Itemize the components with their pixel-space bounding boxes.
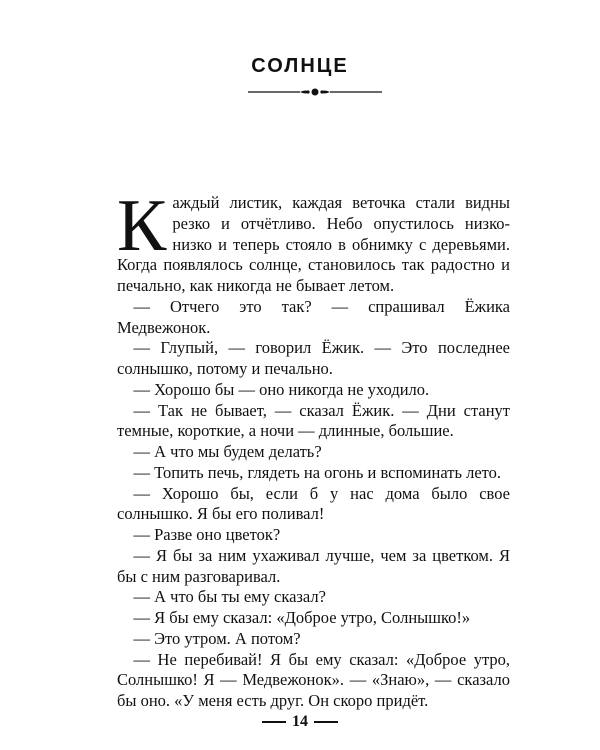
story-text <box>117 185 510 712</box>
paragraph: — Хорошо бы — оно никогда не уходило. <box>133 379 430 399</box>
paragraph: — Топить печь, глядеть на огонь и вспоминать лето. <box>133 462 502 482</box>
chapter-title: СОЛНЦЕ <box>251 55 349 77</box>
page-number <box>0 713 600 731</box>
page-number-value: 14 <box>292 713 308 730</box>
page-number-dash-right <box>314 721 338 723</box>
paragraph: — А что мы будем делать? <box>133 442 322 461</box>
drop-cap: К <box>117 185 167 267</box>
paragraph: — Глупый, — говорил Ёжик. — Это последнее солнышко, потому и печально. <box>117 338 510 378</box>
paragraph-text: аждый листик, каждая веточка стали видны резко и отчётливо. Небо опустилось низко-низко и теперь стояло в обнимку с деревьями. Когда появлялось солнце, становилось так радостно и печально, как никогда не бывает летом. <box>117 193 510 295</box>
paragraph: — Хорошо бы, если б у нас дома было свое солнышко. Я бы его поливал! <box>117 483 510 524</box>
paragraph: — Отчего это так? — спрашивал Ёжика Медвежонок. <box>117 296 510 337</box>
first-paragraph <box>117 185 510 297</box>
paragraph: — Я бы ему сказал: «Доброе утро, Солнышко!» <box>133 608 471 627</box>
paragraph: — Так не бывает, — сказал Ёжик. — Дни станут темные, короткие, а ночи — длинные, большие. <box>117 400 510 441</box>
paragraph: — А что бы ты ему сказал? <box>133 587 326 607</box>
paragraph: — Это утром. А потом? <box>133 628 301 648</box>
ornamental-divider-icon <box>248 84 382 100</box>
page-number-dash-left <box>262 721 286 723</box>
paragraph: — Не перебивай! Я бы ему сказал: «Доброе утро, Солнышко! Я — Медвежонок». — «Знаю», — сказало бы оно. «У меня есть друг. Он скоро придёт. <box>117 649 510 710</box>
paragraph: — Я бы за ним ухаживал лучше, чем за цветком. Я бы с ним разговаривал. <box>117 545 510 586</box>
paragraph: — Разве оно цветок? <box>133 525 281 544</box>
